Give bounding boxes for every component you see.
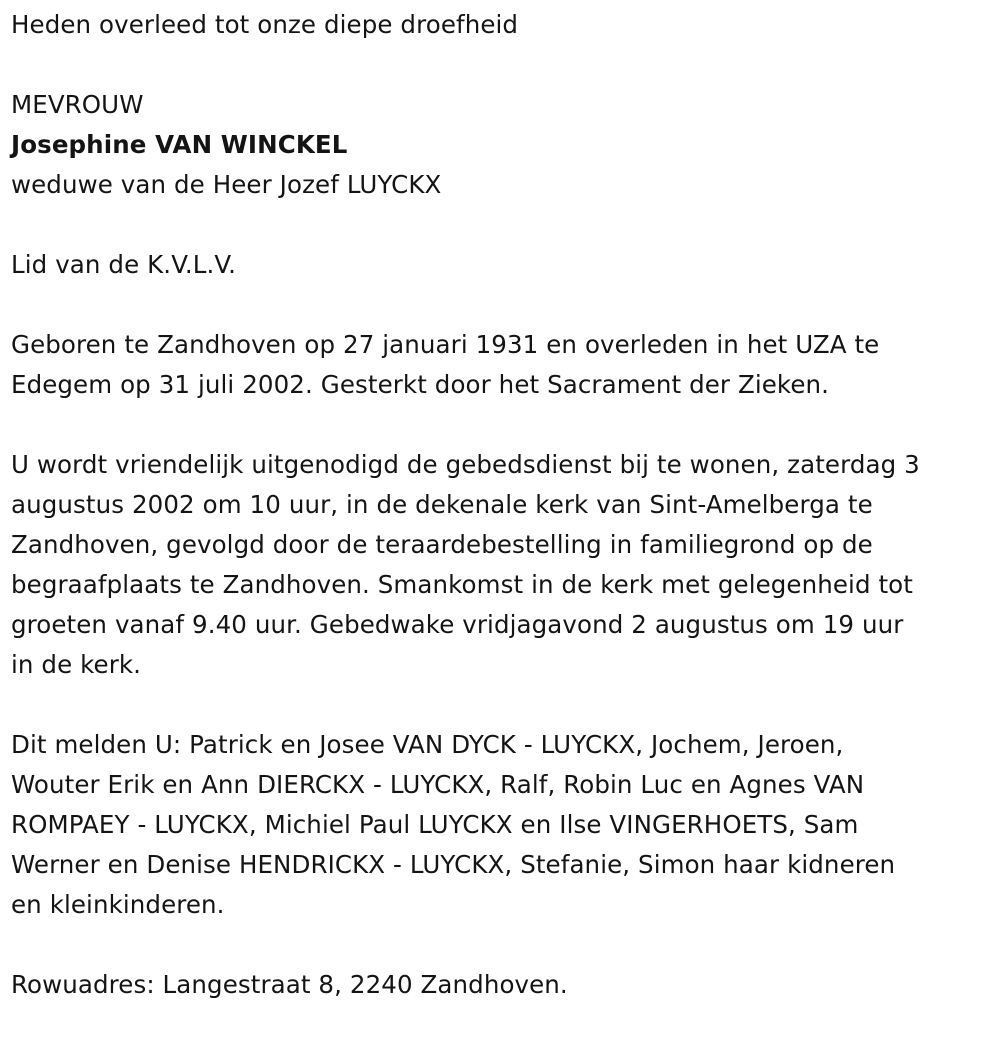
paragraph-line: begraafplaats te Zandhoven. Smankomst in de kerk met gelegenheid tot xyxy=(11,570,913,599)
death-notice xyxy=(11,0,996,1005)
paragraph-line: Zandhoven, gevolgd door de teraardebestelling in familiegrond op de xyxy=(11,530,873,559)
spacer xyxy=(11,405,996,445)
paragraph-line: Geboren te Zandhoven op 27 januari 1931 en overleden in het UZA te xyxy=(11,330,880,359)
spacer xyxy=(11,925,996,965)
spacer xyxy=(11,205,996,245)
paragraph-line: ROMPAEY - LUYCKX, Michiel Paul LUYCKX en Ilse VINGERHOETS, Sam xyxy=(11,810,859,839)
spacer xyxy=(11,45,996,85)
paragraph-line: Dit melden U: Patrick en Josee VAN DYCK - LUYCKX, Jochem, Jeroen, xyxy=(11,730,844,759)
paragraph-line: augustus 2002 om 10 uur, in de dekenale kerk van Sint-Amelberga te xyxy=(11,490,873,519)
membership-line: Lid van de K.V.L.V. xyxy=(11,250,237,279)
service-paragraph xyxy=(11,445,996,685)
paragraph-line: U wordt vriendelijk uitgenodigd de gebedsdienst bij te wonen, zaterdag 3 xyxy=(11,450,920,479)
spacer xyxy=(11,285,996,325)
paragraph-line: Wouter Erik en Ann DIERCKX - LUYCKX, Ralf, Robin Luc en Agnes VAN xyxy=(11,770,865,799)
deceased-name: Josephine VAN WINCKEL xyxy=(11,130,348,159)
paragraph-line: groeten vanaf 9.40 uur. Gebedwake vridjagavond 2 augustus om 19 uur xyxy=(11,610,904,639)
family-paragraph xyxy=(11,725,996,925)
address-line: Rowuadres: Langestraat 8, 2240 Zandhoven. xyxy=(11,970,568,999)
salutation: MEVROUW xyxy=(11,90,144,119)
birth-death-paragraph xyxy=(11,325,996,405)
paragraph-line: en kleinkinderen. xyxy=(11,890,225,919)
paragraph-line: Werner en Denise HENDRICKX - LUYCKX, Stefanie, Simon haar kidneren xyxy=(11,850,896,879)
paragraph-line: in de kerk. xyxy=(11,650,142,679)
paragraph-line: Edegem op 31 juli 2002. Gesterkt door het Sacrament der Zieken. xyxy=(11,370,830,399)
spacer xyxy=(11,685,996,725)
intro-line: Heden overleed tot onze diepe droefheid xyxy=(11,10,519,39)
widow-of-line: weduwe van de Heer Jozef LUYCKX xyxy=(11,170,442,199)
